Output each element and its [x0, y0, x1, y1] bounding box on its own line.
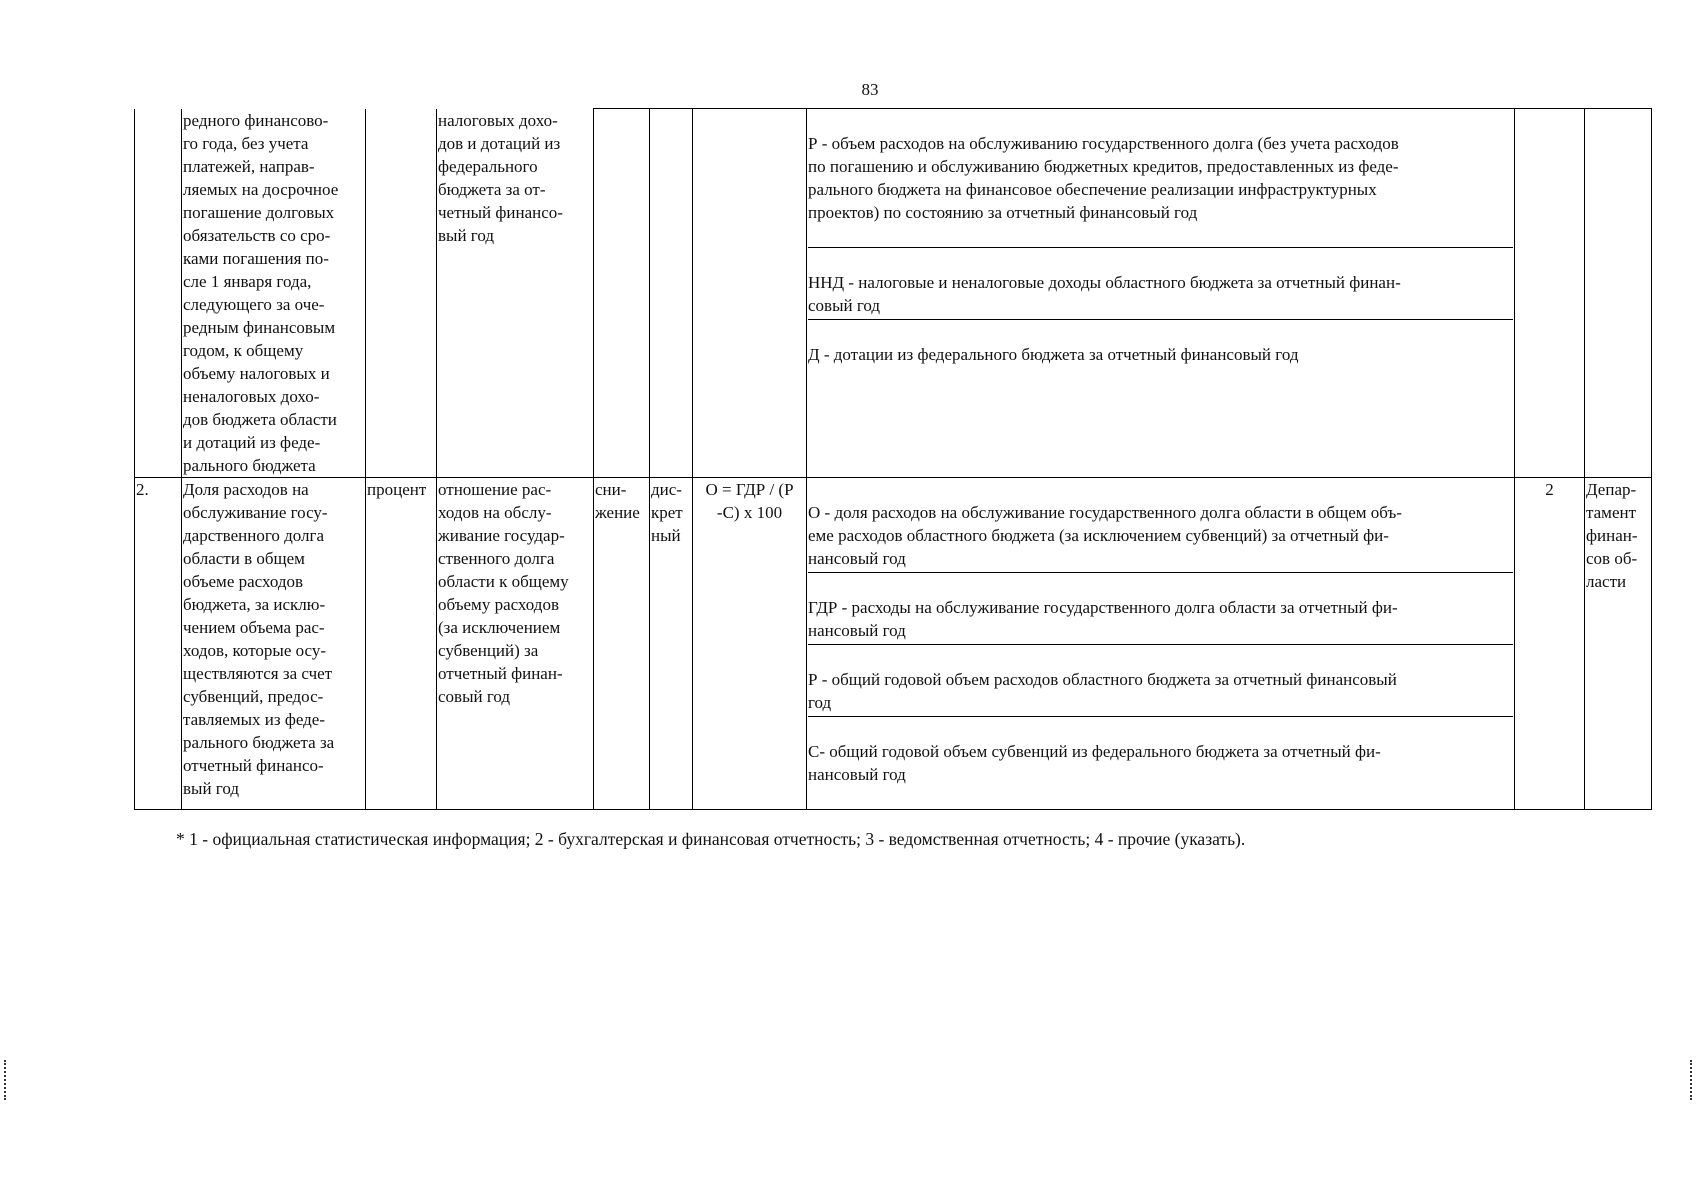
- cell-responsible: [1585, 109, 1652, 478]
- cell-type: [650, 109, 693, 478]
- scan-edge-mark-left: [4, 1060, 8, 1100]
- variable-description: ННД - налоговые и неналоговые доходы областного бюджета за отчетный финан- совый год: [808, 271, 1513, 320]
- variable-description: Р - общий годовой объем расходов областного бюджета за отчетный финансовый год: [808, 668, 1513, 717]
- cell-definition: налоговых дохо- дов и дотаций из федерального бюджета за от- четный финансо- вый год: [437, 109, 594, 478]
- scan-edge-mark-right: [1690, 1060, 1694, 1100]
- cell-indicator-name: Доля расходов на обслуживание госу- дарственного долга области в общем объеме расходов бюджета, за исклю- чением объема рас- ходов, которые осу- ществляются за счет субвенций, предос- тавляемых из феде- рального бюджета за отчетный финансо- вый год: [182, 477, 366, 809]
- variable-description: С- общий годовой объем субвенций из федерального бюджета за отчетный фи- нансовый год: [808, 741, 1381, 784]
- cell-formula: О = ГДР / (Р -С) х 100: [693, 477, 807, 809]
- variable-description: ГДР - расходы на обслуживание государственного долга области за отчетный фи- нансовый год: [808, 596, 1513, 645]
- cell-unit: процент: [366, 477, 437, 809]
- cell-source: [1515, 109, 1585, 478]
- cell-type: дис- крет ный: [650, 477, 693, 809]
- page-number: 83: [861, 80, 879, 99]
- table-row: [135, 109, 1652, 478]
- cell-number: [135, 109, 182, 478]
- variable-description: Р - объем расходов на обслуживанию государственного долга (без учета расходов по погашению и обслуживанию бюджетных кредитов, предоставленных из феде- рального бюджета на финансовое обеспечение реализации инфраструктурных проектов) по состоянию за отчетный финансовый год: [808, 132, 1513, 248]
- cell-indicator-name: редного финансово- го года, без учета платежей, направ- ляемых на досрочное погашение долговых обязательств со сро- ками погашения по- сле 1 января года, следующего за оче- редным финансовым годом, к общему объему налоговых и неналоговых дохо- дов бюджета области и дотаций из феде- рального бюджета: [182, 109, 366, 478]
- cell-source: 2: [1515, 477, 1585, 809]
- cell-formula: [693, 109, 807, 478]
- cell-variables: [807, 109, 1515, 478]
- cell-number: 2.: [135, 477, 182, 809]
- footnote: * 1 - официальная статистическая информация; 2 - бухгалтерская и финансовая отчетность; 3 - ведомственная отчетность; 4 - прочие (указать).: [176, 829, 1246, 849]
- cell-definition: отношение рас- ходов на обслу- живание государ- ственного долга области к общему объему расходов (за исключением субвенций) за отчетный финан- совый год: [437, 477, 594, 809]
- cell-trend: сни- жение: [594, 477, 650, 809]
- indicators-table: [134, 108, 1652, 810]
- cell-responsible: Депар- тамент финан- сов об- ласти: [1585, 477, 1652, 809]
- cell-unit: [366, 109, 437, 478]
- variable-description: Д - дотации из федерального бюджета за отчетный финансовый год: [808, 345, 1299, 364]
- cell-trend: [594, 109, 650, 478]
- cell-variables: [807, 477, 1515, 809]
- table-row: [135, 477, 1652, 809]
- variable-description: О - доля расходов на обслуживание государственного долга области в общем объ- еме расходов областного бюджета (за исключением субвенций) за отчетный фи- нансовый год: [808, 501, 1513, 573]
